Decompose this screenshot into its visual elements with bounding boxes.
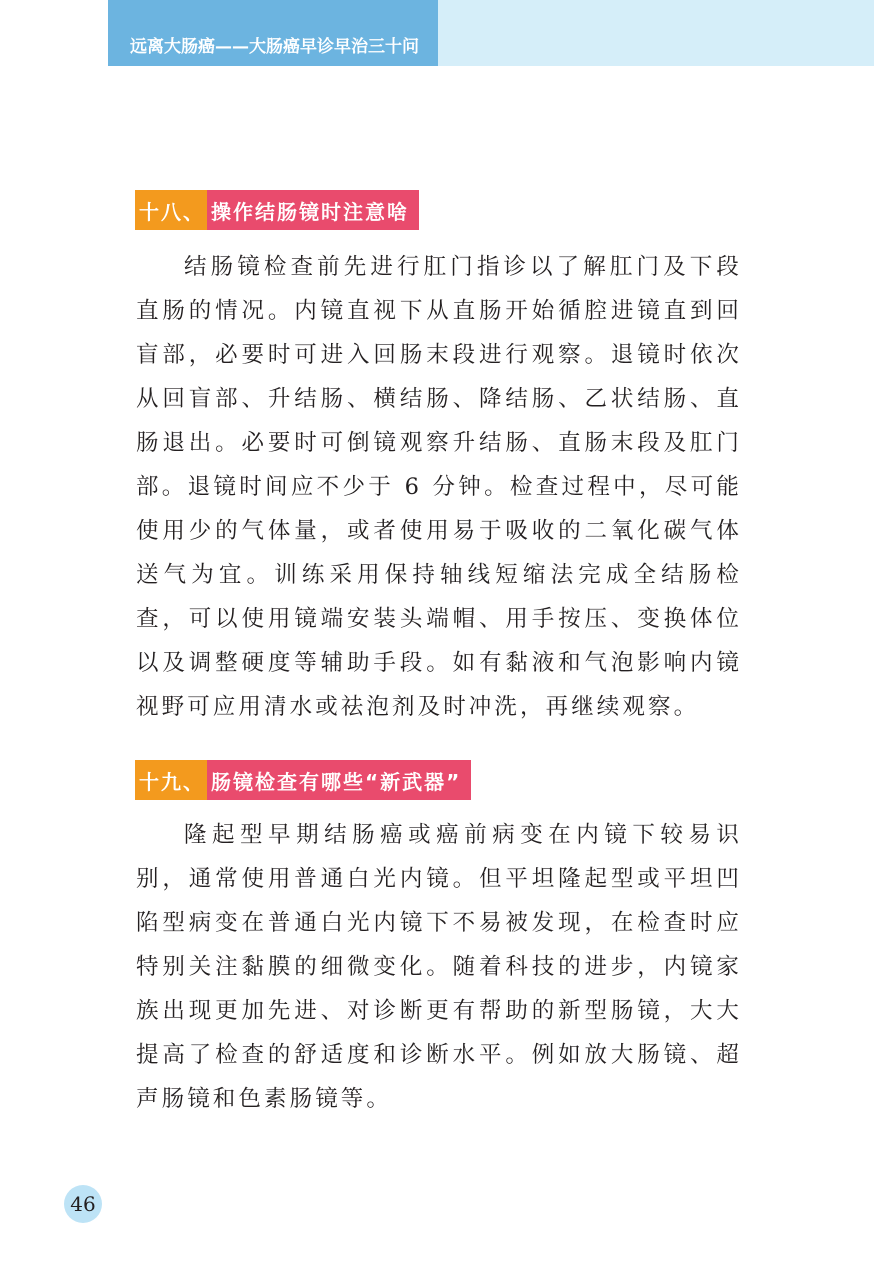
section-18-title: 操作结肠镜时注意啥: [207, 190, 419, 230]
section-18-number: 十八、: [135, 190, 207, 230]
section-19-title: 肠镜检查有哪些“新武器”: [207, 760, 471, 800]
page-number: 46: [64, 1185, 102, 1223]
running-title: 远离大肠癌——大肠癌早诊早治三十问: [130, 37, 419, 57]
section-18-heading: [135, 190, 419, 230]
section-18-body: 结肠镜检查前先进行肛门指诊以了解肛门及下段直肠的情况。内镜直视下从直肠开始循腔进镜直到回盲部，必要时可进入回肠末段进行观察。退镜时依次从回盲部、升结肠、横结肠、降结肠、乙状结肠、直肠退出。必要时可倒镜观察升结肠、直肠末段及肛门部。退镜时间应不少于 6 分钟。检查过程中，尽可能使用少的气体量，或者使用易于吸收的二氧化碳气体送气为宜。训练采用保持轴线短缩法完成全结肠检查，可以使用镜端安装头端帽、用手按压、变换体位以及调整硬度等辅助手段。如有黏液和气泡影响内镜视野可应用清水或祛泡剂及时冲洗，再继续观察。: [136, 254, 742, 720]
section-19-heading: [135, 760, 471, 800]
section-19-number: 十九、: [135, 760, 207, 800]
section-19-body: 隆起型早期结肠癌或癌前病变在内镜下较易识别，通常使用普通白光内镜。但平坦隆起型或平坦凹陷型病变在普通白光内镜下不易被发现，在检查时应特别关注黏膜的细微变化。随着科技的进步，内镜家族出现更加先进、对诊断更有帮助的新型肠镜，大大提高了检查的舒适度和诊断水平。例如放大肠镜、超声肠镜和色素肠镜等。: [136, 822, 742, 1112]
